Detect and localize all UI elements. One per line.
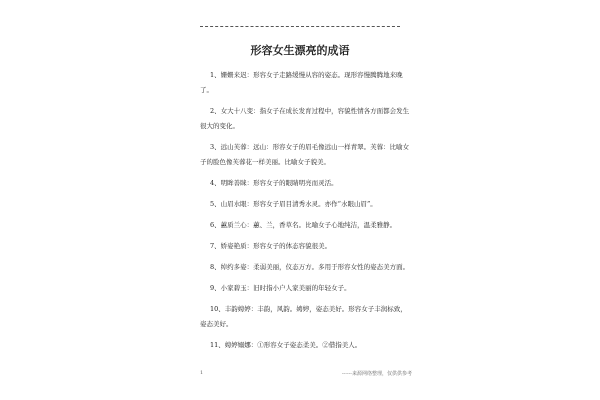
list-item-text: 10、丰韵娉婷：丰韵，风韵。娉婷，姿态美好。形容女子丰润标致，姿态美好。 (200, 305, 407, 328)
list-item (200, 338, 412, 353)
list-item (200, 68, 412, 98)
list-item (200, 302, 412, 332)
list-item (200, 197, 412, 212)
list-item-text: 5、山眉水眼：形容女子眉目清秀水灵。亦作“水眼山眉”。 (210, 200, 377, 208)
list-item (200, 140, 412, 170)
document-title: 形容女生漂亮的成语 (250, 44, 350, 57)
list-item-text: 9、小家碧玉：旧时指小户人家美丽的年轻女子。 (210, 284, 351, 292)
list-item-text: 1、姗姗来迟：形容女子走路缓慢从容的姿态。现形容慢腾腾地来晚了。 (200, 71, 403, 94)
list-item-text: 6、蕙质兰心：蕙、兰，香草名。比喻女子心地纯洁，温柔雅静。 (210, 221, 397, 229)
list-item-text: 2、女大十八变：指女子在成长发育过程中，容貌性情各方面都会发生很大的变化。 (200, 107, 410, 130)
list-item (200, 260, 412, 275)
list-item (200, 176, 412, 191)
list-item-text: 7、娇姿艳质：形容女子的体态容貌很美。 (210, 242, 332, 250)
list-item (200, 239, 412, 254)
idiom-list (200, 68, 412, 359)
list-item-text: 11、娉婷嫋娜：①形容女子姿态柔美。②借指美人。 (210, 341, 362, 349)
list-item-text: 3、远山芙蓉：远山：形容女子的眉毛像远山一样青翠。芙蓉：比喻女子的脸色像芙蓉花一样美丽。比喻女子貌美。 (200, 143, 410, 166)
list-item (200, 104, 412, 134)
list-item-text: 4、明眸善睐：形容女子的眼睛明亮而灵活。 (210, 179, 338, 187)
list-item-text: 8、绰约多姿：柔弱美丽，仪态万方。多用于形容女性的姿态美方面。 (210, 263, 410, 271)
list-item (200, 218, 412, 233)
footer-note: ------来源网络整理，仅供供参考 (341, 371, 412, 377)
page-number: 1 (200, 370, 204, 376)
header-divider (200, 26, 400, 27)
list-item (200, 281, 412, 296)
